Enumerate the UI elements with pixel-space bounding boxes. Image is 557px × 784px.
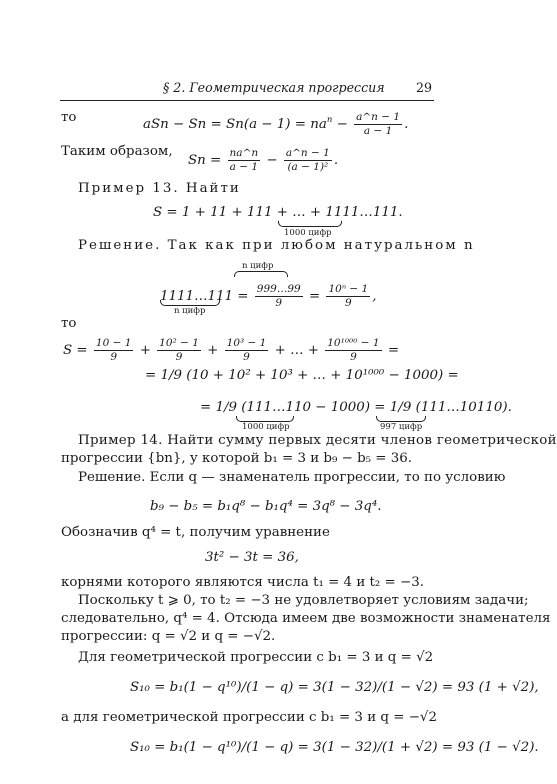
solution-14-intro: Решение. Если q — знаменатель прогрессии, то по условию — [78, 470, 506, 485]
frac-a3-den: 9 — [243, 351, 250, 363]
frac-na — [228, 147, 261, 174]
formula-s10-case-1: S₁₀ = b₁(1 − q¹⁰)/(1 − q) = 3(1 − 32)/(1 − √2) = 93 (1 + √2), — [130, 680, 539, 695]
formula-sn-left: aSn − Sn = Sn(a − 1) = na — [143, 117, 327, 132]
note-997-digits: 997 цифр — [380, 422, 423, 432]
formula-sn: Sn = $\frac{na\^{}n}{a - 1}$ − $\frac{a\^{}n - 1}{\text{(a − 1)²}}$ . — [188, 147, 339, 173]
note-1000-digits-b: 1000 цифр — [242, 422, 290, 432]
frac-a2 — [157, 337, 201, 364]
frac-tn-den: 9 — [345, 297, 352, 309]
solution-13-intro: Решение. Так как при любом натуральном n — [78, 238, 475, 253]
frac-an — [354, 111, 402, 138]
note-1000-digits: 1000 цифр — [284, 228, 332, 238]
equals-1: = — [237, 289, 249, 304]
example-14-line2: прогрессии {bn}, у которой b₁ = 3 и b₉ − b₅ = 36. — [61, 451, 413, 466]
overbrace-n — [234, 271, 288, 277]
formula-line-2: = 1/9 (10 + 10² + 10³ + … + 10¹⁰⁰⁰ − 1000) = — [145, 368, 459, 383]
page-number: 29 — [415, 80, 432, 95]
frac-a2-den: 9 — [175, 351, 183, 363]
frac-an-num: a^n − 1 — [356, 111, 401, 123]
text-geo-case-2: а для геометрической прогрессии с b₁ = 3 и q = −√2 — [61, 710, 437, 725]
text-since-2: следовательно, q⁴ = 4. Отсюда имеем две возможности знаменателя — [61, 611, 551, 626]
ones-term: 1111…111 — [160, 289, 234, 304]
text-to: то — [61, 110, 77, 125]
frac-an2-den: (a − 1)² — [287, 161, 329, 173]
frac-a1-den: 9 — [110, 351, 118, 363]
equals-2: = — [308, 289, 321, 304]
frac-na-den: a − 1 — [229, 161, 259, 173]
formula-sn-line: aSn − $Sn = Sn(a - 1) = na^n$ − $\frac{a\^{}n - 1}{a - 1}$ . — [143, 111, 409, 137]
frac-a4-num: 10¹⁰⁰⁰ − 1 — [327, 337, 380, 349]
frac-a1-num: 10 − 1 — [95, 337, 132, 349]
frac-a1 — [94, 337, 134, 364]
frac-nines-num: 999…99 — [256, 283, 301, 295]
text-to-2: то — [61, 316, 77, 331]
text-since-1: Поскольку t ⩾ 0, то t₂ = −3 не удовлетворяет условиям задачи; — [78, 593, 529, 608]
formula-b9-b5: b₉ − b₅ = b₁q⁸ − b₁q⁴ = 3q⁸ − 3q⁴. — [150, 499, 382, 514]
formula-sn-minus: − — [332, 117, 353, 132]
formula-s10-case-2: S₁₀ = b₁(1 − q¹⁰)/(1 − q) = 3(1 − 32)/(1 + √2) = 93 (1 − √2). — [130, 740, 539, 755]
frac-nines — [255, 283, 303, 310]
note-n-digits-top: n цифр — [242, 261, 274, 271]
dots: + … + — [274, 343, 319, 358]
frac-tn-num: 10ⁿ − 1 — [328, 283, 369, 295]
example-13-heading: Пример 13. Найти — [78, 181, 241, 196]
frac-nines-den: 9 — [275, 297, 283, 309]
formula-s-fractions: S = $\frac{10 - 1}{9}$ + $\frac{\text{10² − 1}}{9}$ + $\frac{\text{10³ − 1}}{9}$ + … + $\frac{\text{10¹⁰⁰⁰ − 1}}{9}$ = — [63, 337, 400, 363]
frac-tn — [326, 283, 370, 310]
frac-a2-num: 10² − 1 — [159, 337, 199, 349]
text-roots: корнями которого являются числа t₁ = 4 и t₂ = −3. — [61, 575, 424, 590]
frac-a4-den: 9 — [350, 351, 357, 363]
note-n-digits-bottom: n цифр — [174, 306, 206, 316]
text-since-3: прогрессии: q = √2 и q = −√2. — [61, 629, 276, 644]
frac-a3 — [225, 337, 269, 364]
example-14-line1: Пример 14. Найти сумму первых десяти членов геометрической — [78, 433, 557, 448]
formula-s-sum: S = 1 + 11 + 111 + … + 1111…111. — [153, 205, 403, 220]
frac-an-den: a − 1 — [363, 125, 393, 137]
formula-quadratic: 3t² − 3t = 36, — [205, 550, 299, 565]
header-title: § 2. Геометрическая прогрессия — [163, 80, 385, 95]
text-substitution: Обозначив q⁴ = t, получим уравнение — [61, 525, 330, 540]
frac-an2-num: a^n − 1 — [285, 147, 330, 159]
formula-sn-label: Sn = — [188, 153, 222, 168]
frac-na-num: na^n — [229, 147, 259, 159]
text-geo-case-1: Для геометрической прогрессии с b₁ = 3 и q = √2 — [78, 650, 434, 665]
running-header — [60, 78, 434, 101]
s-label: S = — [63, 343, 88, 358]
frac-an2 — [284, 147, 332, 174]
formula-line-3: = 1/9 (111…110 − 1000) = 1/9 (111…10110). — [200, 400, 512, 415]
frac-a3-num: 10³ − 1 — [226, 337, 267, 349]
text-thus: Таким образом, — [61, 144, 173, 159]
comma: , — [372, 289, 377, 304]
underbrace-1000 — [278, 221, 342, 227]
frac-a4 — [325, 337, 381, 364]
